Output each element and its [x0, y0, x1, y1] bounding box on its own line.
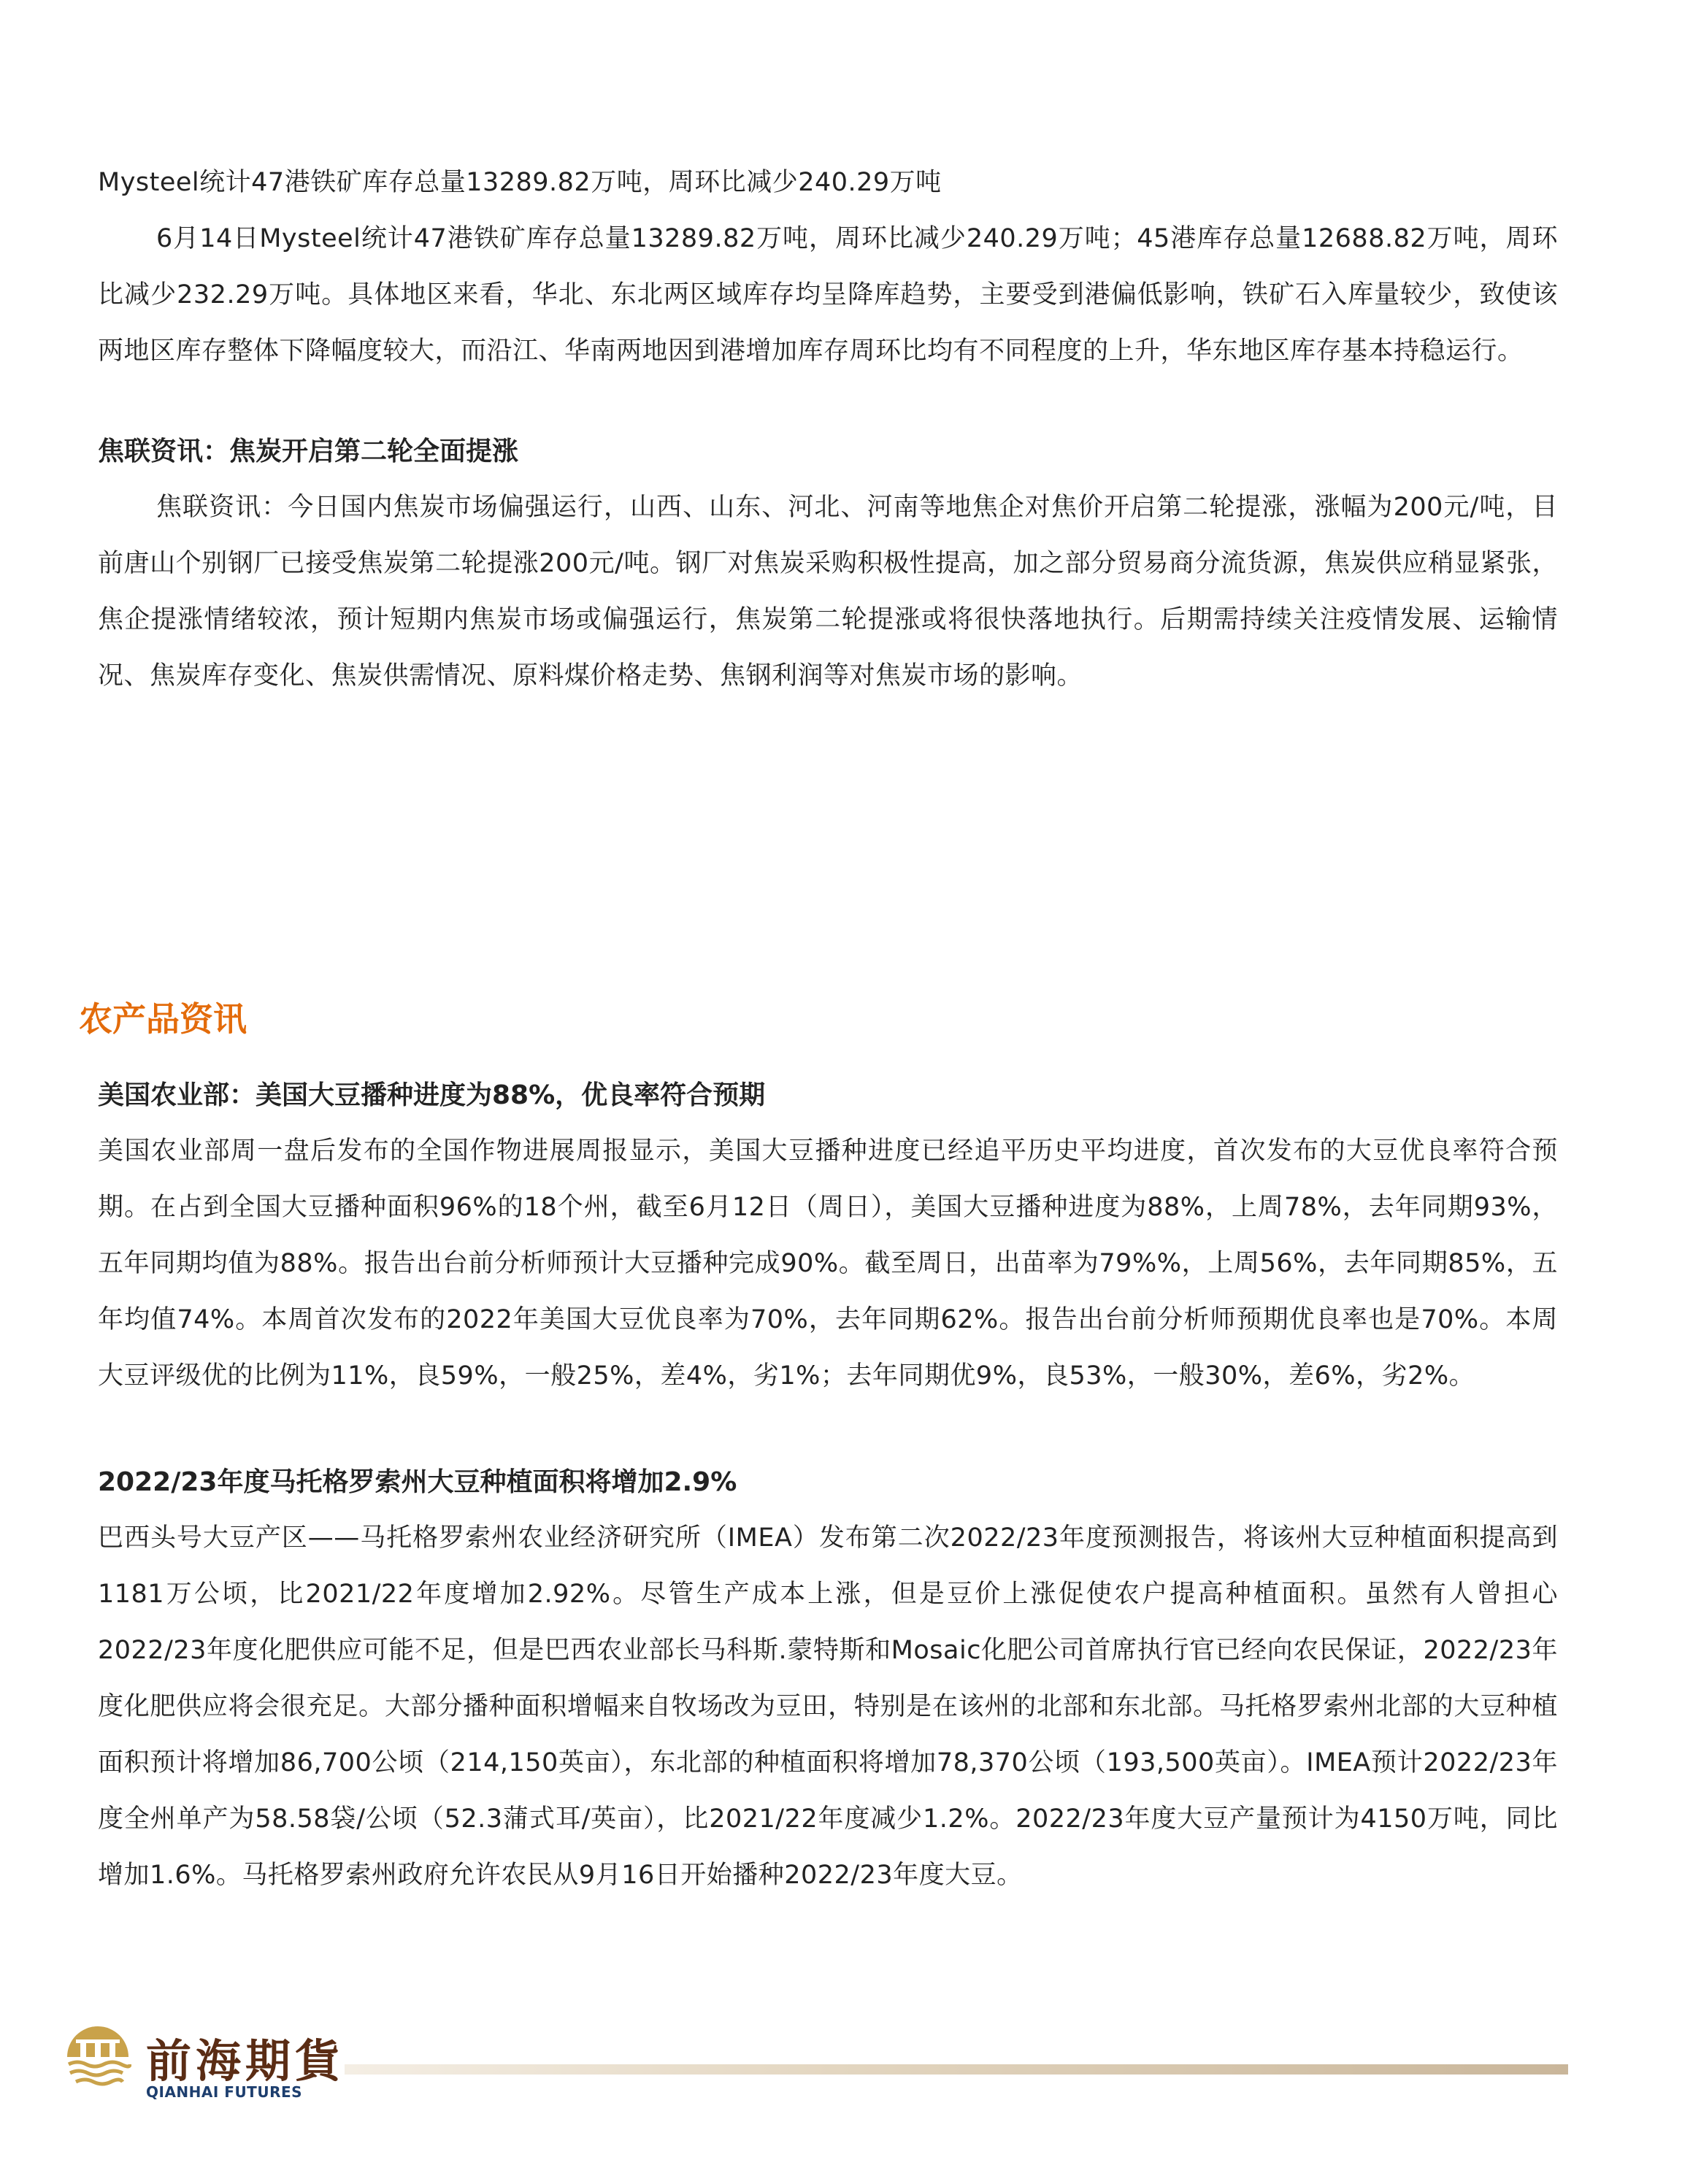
footer-rule [345, 2064, 1568, 2075]
news-title-coke: 焦联资讯：焦炭开启第二轮全面提涨 [98, 437, 519, 466]
news-title-mato-grosso: 2022/23年度马托格罗索州大豆种植面积将增加2.9% [98, 1467, 737, 1497]
qianhai-logo-icon [64, 2025, 131, 2089]
news-body-coke: 焦联资讯：今日国内焦炭市场偏强运行，山西、山东、河北、河南等地焦企对焦价开启第二轮提涨，涨幅为200元/吨，目前唐山个别钢厂已接受焦炭第二轮提涨200元/吨。钢厂对焦炭采购积极性提高，加之部分贸易商分流货源，焦炭供应稍显紧张，焦企提涨情绪较浓，预计短期内焦炭市场或偏强运行，焦炭第二轮提涨或将很快落地执行。后期需持续关注疫情发展、运输情况、焦炭库存变化、焦炭供需情况、原料煤价格走势、焦钢利润等对焦炭市场的影响。 [98, 493, 1558, 691]
news-title-usda: 美国农业部：美国大豆播种进度为88%，优良率符合预期 [98, 1080, 766, 1110]
news-body-iron-ore: 6月14日Mysteel统计47港铁矿库存总量13289.82万吨，周环比减少240.29万吨；45港库存总量12688.82万吨，周环比减少232.29万吨。具体地区来看，华北、东北两区域库存均呈降库趋势，主要受到港偏低影响，铁矿石入库量较少，致使该两地区库存整体下降幅度较大，而沿江、华南两地因到港增加库存周环比均有不同程度的上升，华东地区库存基本持稳运行。 [98, 224, 1558, 366]
news-body-usda: 美国农业部周一盘后发布的全国作物进展周报显示，美国大豆播种进度已经追平历史平均进度，首次发布的大豆优良率符合预期。在占到全国大豆播种面积96%的18个州，截至6月12日（周日），美国大豆播种进度为88%，上周78%，去年同期93%，五年同期均值为88%。报告出台前分析师预计大豆播种完成90%。截至周日，出苗率为79%%，上周56%，去年同期85%，五年均值74%。本周首次发布的2022年美国大豆优良率为70%，去年同期62%。报告出台前分析师预期优良率也是70%。本周大豆评级优的比例为11%，良59%，一般25%，差4%，劣1%；去年同期优9%，良53%，一般30%，差6%，劣2%。 [98, 1137, 1558, 1391]
section-title-agri: 农产品资讯 [79, 999, 247, 1039]
agri-news-block [98, 1067, 1558, 1904]
logo-english-name: QIANHAI FUTURES [146, 2083, 303, 2101]
logo-chinese-name: 前海期貨 [146, 2034, 345, 2088]
metals-news-block [98, 155, 1558, 704]
news-title-iron-ore: Mysteel统计47港铁矿库存总量13289.82万吨，周环比减少240.29万吨 [98, 168, 942, 197]
news-body-mato-grosso: 巴西头号大豆产区——马托格罗索州农业经济研究所（IMEA）发布第二次2022/23年度预测报告，将该州大豆种植面积提高到1181万公顷，比2021/22年度增加2.92%。尽管生产成本上涨，但是豆价上涨促使农户提高种植面积。虽然有人曾担心2022/23年度化肥供应可能不足，但是巴西农业部长马科斯.蒙特斯和Mosaic化肥公司首席执行官已经向农民保证，2022/23年度化肥供应将会很充足。大部分播种面积增幅来自牧场改为豆田，特别是在该州的北部和东北部。马托格罗索州北部的大豆种植面积预计将增加86,700公顷（214,150英亩），东北部的种植面积将增加78,370公顷（193,500英亩）。IMEA预计2022/23年度全州单产为58.58袋/公顷（52.3蒲式耳/英亩），比2021/22年度减少1.2%。2022/23年度大豆产量预计为4150万吨，同比增加1.6%。马托格罗索州政府允许农民从9月16日开始播种2022/23年度大豆。 [98, 1523, 1558, 1890]
page-footer [64, 2022, 1568, 2117]
